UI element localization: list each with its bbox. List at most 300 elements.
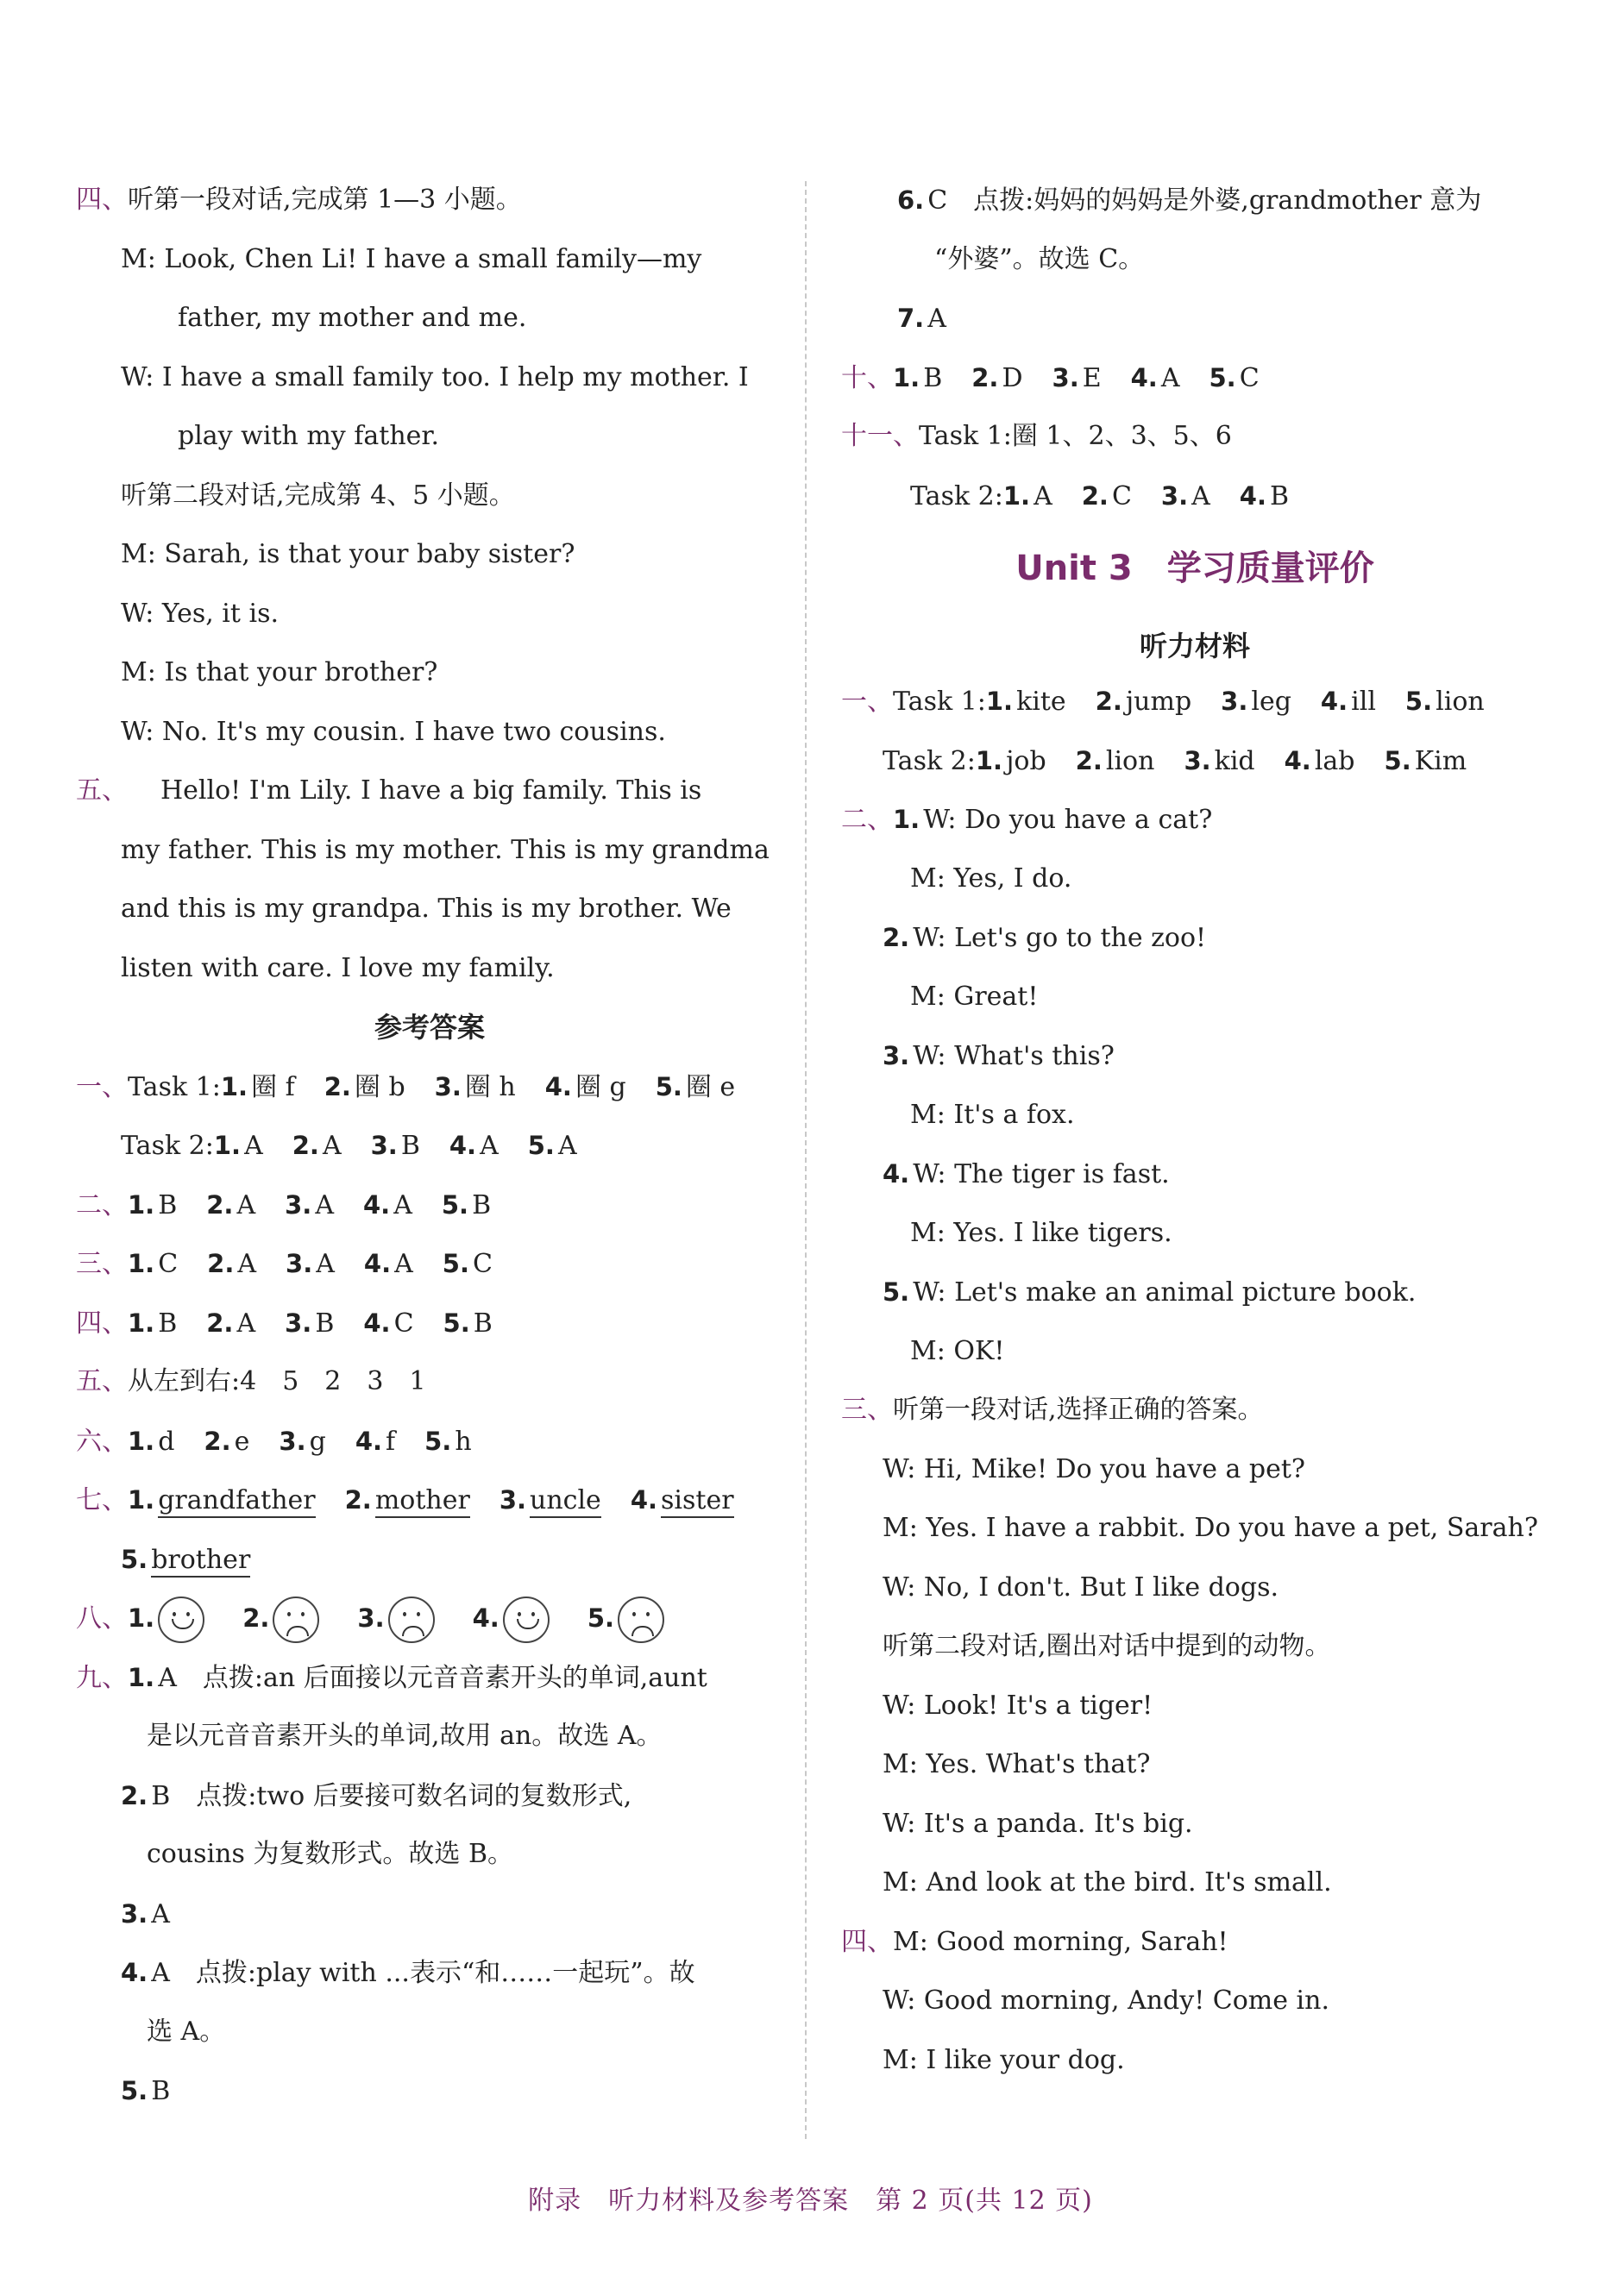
- item-number: 5.: [527, 1131, 555, 1160]
- answer-item: [631, 1471, 734, 1531]
- text-line: [841, 1617, 1549, 1677]
- answer-line: [841, 348, 1549, 408]
- answer-group: [128, 1485, 763, 1515]
- answer-item: [204, 1412, 249, 1472]
- text-line: [841, 1322, 1549, 1382]
- text-line: [841, 1913, 1549, 1973]
- item-number: 6.: [897, 185, 925, 215]
- item-answer: A: [393, 1189, 412, 1220]
- answer-line: [841, 672, 1549, 731]
- answer-group: [128, 1249, 522, 1279]
- item-number: 4.: [355, 1426, 383, 1456]
- speaker: W:: [121, 598, 154, 629]
- item-number: 5.: [121, 2076, 148, 2105]
- line-text: father, my mother and me.: [178, 303, 527, 333]
- answer-item: [128, 1471, 316, 1531]
- item-number: 4.: [1239, 480, 1266, 511]
- line-text: M: And look at the bird. It's small.: [883, 1867, 1332, 1898]
- column-divider: [805, 181, 807, 2139]
- answer-item: [128, 1176, 177, 1236]
- item-number: 4.: [544, 1071, 572, 1101]
- item-answer: B: [400, 1131, 420, 1161]
- line-text: Hello! I'm Lily. I have a big family. This is: [160, 775, 702, 806]
- item-number: 3.: [286, 1249, 313, 1278]
- section-label: 八、: [76, 1603, 128, 1634]
- explanation: 点拨:play with ...表示“和……一起玩”。故: [195, 1958, 695, 1988]
- item-answer: e: [234, 1426, 250, 1457]
- item-number: 1.: [220, 1071, 248, 1101]
- text-line: [841, 1086, 1549, 1145]
- section-label: 一、: [76, 1071, 128, 1102]
- item-answer: A: [1160, 362, 1180, 393]
- answer-line: [76, 1825, 783, 1885]
- text-line: [841, 1263, 1549, 1322]
- item-answer: A: [927, 304, 946, 334]
- item-answer: lion: [1105, 745, 1155, 776]
- item-answer: 圈 h: [464, 1071, 516, 1102]
- answer-group: [1003, 481, 1318, 511]
- explanation: 点拨:an 后面接以元音音素开头的单词,aunt: [202, 1662, 707, 1693]
- item-number: 1.: [1002, 480, 1031, 511]
- answer-item: [1003, 467, 1052, 527]
- item-answer: ill: [1351, 687, 1376, 717]
- item-number: 5.: [1404, 687, 1433, 716]
- item-number: 3.: [499, 1485, 527, 1515]
- listening-heading: 听力材料: [1139, 630, 1250, 662]
- answer-item: [442, 1176, 491, 1236]
- answer-item: [971, 348, 1022, 409]
- sad-face-icon: [273, 1597, 319, 1643]
- text-line: [841, 2031, 1549, 2091]
- answer-item: [371, 1116, 420, 1176]
- section-label: 三、: [76, 1249, 128, 1279]
- item-number: 1.: [128, 1662, 155, 1692]
- answer-item: [363, 1176, 412, 1236]
- item-number: 1.: [893, 805, 920, 834]
- item-answer: kite: [1016, 687, 1066, 717]
- answer-line: [841, 289, 1549, 348]
- item-number: 1.: [128, 1426, 155, 1456]
- item-answer: A: [322, 1131, 342, 1161]
- answer-line: [76, 1943, 783, 2003]
- item-answer: B: [473, 1308, 493, 1339]
- item-answer: C: [927, 185, 948, 216]
- section-label: 四、: [841, 1926, 893, 1957]
- item-answer: A: [315, 1189, 334, 1220]
- answer-line: [76, 1530, 783, 1590]
- speaker: M:: [121, 657, 156, 687]
- item-number: 1.: [128, 1249, 155, 1278]
- answer-group: [976, 746, 1496, 776]
- item-number: 5.: [121, 1544, 148, 1574]
- item-answer: B: [151, 1780, 171, 1811]
- answer-line: [76, 1352, 783, 1412]
- item-number: 4.: [121, 1958, 148, 1987]
- answer-item: [1209, 348, 1260, 409]
- item-number: 3.: [1221, 687, 1248, 716]
- line-text: W: Good morning, Andy! Come in.: [883, 1985, 1329, 2016]
- answer-item: [285, 1294, 334, 1354]
- speaker: M:: [121, 243, 156, 274]
- answer-group: [128, 1308, 522, 1339]
- text-line: [841, 908, 1549, 968]
- text-line: [841, 1440, 1549, 1500]
- answer-item: [1076, 731, 1155, 792]
- answer-line: [76, 1412, 783, 1471]
- answer-item: [1285, 731, 1355, 792]
- line-text: M: OK!: [910, 1335, 1005, 1366]
- text-line: [76, 467, 783, 526]
- item-answer: Kim: [1414, 745, 1467, 776]
- text-line: [841, 968, 1549, 1027]
- answer-item: [1240, 467, 1289, 527]
- answer-item: [292, 1116, 342, 1176]
- item-number: 3.: [370, 1131, 398, 1160]
- answer-line: [841, 731, 1549, 791]
- item-answer: A: [236, 1189, 256, 1220]
- answer-line: [76, 1648, 783, 1708]
- answer-item: [976, 731, 1046, 792]
- speaker: M:: [121, 539, 156, 569]
- item-number: 5.: [1209, 362, 1236, 392]
- line-text: I have a small family too. I help my mother. I: [161, 361, 749, 392]
- item-number: 2.: [206, 1189, 234, 1220]
- section-label: 十、: [841, 362, 893, 393]
- item-number: 4.: [363, 1249, 392, 1278]
- answer-item: [355, 1412, 395, 1472]
- item-answer: B: [158, 1189, 178, 1220]
- answer-line: [76, 1057, 783, 1117]
- answer-line: [76, 1116, 783, 1176]
- answer-group: [214, 1131, 606, 1161]
- item-answer: 圈 f: [251, 1071, 295, 1102]
- item-number: 3.: [285, 1308, 312, 1338]
- line-text: W: It's a panda. It's big.: [883, 1808, 1193, 1839]
- page-footer: 附录 听力材料及参考答案 第 2 页(共 12 页): [528, 2186, 1093, 2216]
- answer-item: [499, 1471, 601, 1531]
- task-label: Task 1:: [893, 687, 986, 717]
- explanation: cousins 为复数形式。故选 B。: [147, 1839, 514, 1869]
- item-number: 3.: [883, 1041, 910, 1070]
- answer-item: [128, 1412, 174, 1472]
- section-label: 九、: [76, 1662, 128, 1693]
- item-number: 5.: [655, 1071, 682, 1101]
- text-line: [76, 762, 783, 821]
- item-number: 3.: [357, 1603, 385, 1633]
- item-answer: lab: [1314, 745, 1355, 776]
- line-text: Yes, it is.: [161, 598, 280, 629]
- item-answer: A: [1034, 480, 1052, 511]
- item-number: 4.: [472, 1603, 499, 1633]
- item-answer: 圈 g: [575, 1071, 626, 1102]
- item-answer: uncle: [530, 1485, 601, 1518]
- item-answer: A: [151, 1898, 170, 1929]
- section-label: 五、: [76, 1366, 128, 1396]
- answer-item: [285, 1176, 334, 1236]
- answer-item: [206, 1294, 255, 1354]
- answer-item: [449, 1116, 499, 1176]
- item-number: 4.: [449, 1131, 477, 1160]
- smiley-face-icon: [503, 1597, 550, 1643]
- item-answer: A: [158, 1662, 177, 1693]
- answer-item: [1052, 348, 1102, 409]
- item-answer: C: [1239, 362, 1260, 393]
- item-number: 4.: [363, 1189, 391, 1220]
- answer-item: [986, 672, 1066, 732]
- item-number: 4.: [630, 1485, 658, 1515]
- item-number: 2.: [1081, 480, 1109, 511]
- item-number: 3.: [285, 1189, 312, 1220]
- face-answers: [128, 1603, 702, 1634]
- answer-group: [221, 1072, 764, 1102]
- answer-line: [76, 1294, 783, 1353]
- item-answer: mother: [375, 1485, 470, 1518]
- item-number: 2.: [1075, 745, 1103, 775]
- item-number: 5.: [443, 1308, 470, 1338]
- answer-item: [214, 1116, 263, 1176]
- item-answer: C: [1111, 480, 1132, 511]
- item-answer: C: [393, 1308, 414, 1339]
- item-number: 3.: [1184, 745, 1211, 775]
- text-line: [76, 407, 783, 467]
- line-text: M: Good morning, Sarah!: [893, 1926, 1228, 1957]
- text-line: [841, 1972, 1549, 2031]
- item-number: 2.: [344, 1485, 372, 1515]
- item-number: 1.: [128, 1603, 155, 1633]
- explanation: 点拨:two 后要接可数名词的复数形式,: [196, 1780, 632, 1811]
- text-line: [76, 289, 783, 348]
- section-label: 一、: [841, 687, 893, 717]
- answer-group: [893, 363, 1289, 393]
- task-label: Task 2:: [121, 1131, 214, 1161]
- text-line: [76, 525, 783, 585]
- answer-item: [893, 348, 942, 409]
- text-line: [841, 790, 1549, 850]
- answer-line: [76, 1766, 783, 1826]
- answer-line: [76, 1885, 783, 1944]
- task-label: Task 1:: [128, 1071, 221, 1102]
- text-line: [841, 1677, 1549, 1736]
- answer-item: [207, 1234, 256, 1295]
- section-label: 六、: [76, 1426, 128, 1457]
- answer-item: [443, 1234, 493, 1295]
- item-number: 4.: [1130, 362, 1158, 392]
- item-answer: A: [316, 1249, 335, 1279]
- line-text: M: Yes. I like tigers.: [910, 1217, 1172, 1248]
- sad-face-icon: [618, 1597, 664, 1643]
- text-line: [76, 585, 783, 644]
- item-answer: A: [151, 1958, 170, 1988]
- line-text: W: Do you have a cat?: [923, 805, 1213, 835]
- line-text: W: What's this?: [913, 1041, 1115, 1071]
- sad-face-icon: [388, 1597, 435, 1643]
- item-number: 1.: [128, 1485, 155, 1515]
- answer-line: [76, 1471, 783, 1530]
- answer-item: [1082, 467, 1132, 527]
- item-number: 3.: [1052, 362, 1079, 392]
- item-answer: B: [158, 1308, 178, 1339]
- item-answer: d: [158, 1426, 175, 1457]
- item-answer: A: [236, 1308, 256, 1339]
- item-answer: brother: [151, 1545, 250, 1578]
- section-label: 七、: [76, 1485, 128, 1515]
- answer-item: [545, 1057, 626, 1118]
- text-line: [841, 1854, 1549, 1913]
- answer-item: [528, 1116, 577, 1176]
- item-number: 1.: [985, 687, 1014, 716]
- line-text: W: The tiger is fast.: [913, 1159, 1170, 1189]
- line-text: play with my father.: [178, 421, 439, 451]
- item-answer: jump: [1125, 687, 1192, 717]
- line-text: M: I like your dog.: [883, 2044, 1125, 2075]
- answer-item: [345, 1471, 470, 1531]
- line-text: W: Let's go to the zoo!: [913, 923, 1207, 953]
- answer-line: [76, 2003, 783, 2062]
- answer-item: [1405, 672, 1485, 732]
- line-text: 从左到右:4 5 2 3 1: [128, 1366, 426, 1396]
- item-answer: kid: [1214, 745, 1255, 776]
- line-text: M: Yes, I do.: [910, 863, 1072, 894]
- item-number: 1.: [128, 1189, 155, 1220]
- text-line: [841, 1204, 1549, 1264]
- answer-item: [656, 1057, 736, 1118]
- line-text: listen with care. I love my family.: [121, 952, 555, 983]
- item-number: 4.: [1320, 687, 1348, 716]
- item-answer: B: [1270, 480, 1290, 511]
- item-answer: C: [158, 1249, 179, 1279]
- item-number: 2.: [1095, 687, 1122, 716]
- item-answer: job: [1006, 745, 1046, 776]
- answer-heading: 参考答案: [374, 1011, 485, 1044]
- answer-item: [206, 1176, 255, 1236]
- item-answer: A: [244, 1131, 263, 1161]
- item-answer: lion: [1436, 687, 1485, 717]
- text-line: [841, 1795, 1549, 1854]
- text-line: [841, 1499, 1549, 1559]
- item-number: 4.: [1284, 745, 1311, 775]
- item-number: 2.: [883, 923, 910, 952]
- item-answer: sister: [661, 1485, 734, 1518]
- item-answer: A: [1191, 480, 1210, 511]
- answer-line: [841, 467, 1549, 526]
- answer-line: [76, 1707, 783, 1766]
- task-label: Task 2:: [910, 480, 1003, 511]
- line-text: M: Yes. What's that?: [883, 1749, 1151, 1779]
- item-answer: C: [473, 1249, 493, 1279]
- answer-group: [986, 687, 1514, 717]
- item-number: 2.: [121, 1780, 148, 1810]
- section-label: 二、: [76, 1189, 128, 1220]
- line-text: W: Look! It's a tiger!: [883, 1690, 1153, 1721]
- section-label: 十一、: [841, 421, 919, 451]
- text-line: [841, 1559, 1549, 1618]
- item-answer: A: [557, 1131, 577, 1161]
- item-number: 2.: [324, 1071, 351, 1101]
- item-number: 7.: [897, 304, 925, 333]
- line-text: M: Great!: [910, 981, 1039, 1012]
- line-text: my father. This is my mother. This is my grandma: [121, 834, 770, 865]
- item-number: 5.: [883, 1277, 910, 1307]
- explanation: 是以元音音素开头的单词,故用 an。故选 A。: [147, 1721, 663, 1751]
- item-number: 2.: [207, 1249, 235, 1278]
- answer-item: [128, 1234, 178, 1295]
- answer-item: [324, 1057, 405, 1118]
- answer-item: [435, 1057, 516, 1118]
- answer-line: [76, 2061, 783, 2121]
- unit-title: Unit 3 学习质量评价: [1015, 549, 1374, 588]
- line-text: W: Let's make an animal picture book.: [913, 1277, 1417, 1308]
- item-number: 2.: [206, 1308, 234, 1338]
- line-text: M: It's a fox.: [910, 1099, 1075, 1130]
- section-label: 四、: [76, 1308, 128, 1339]
- item-answer: g: [309, 1426, 326, 1457]
- text-line: [76, 643, 783, 703]
- item-number: 3.: [279, 1426, 306, 1456]
- item-number: 3.: [1160, 480, 1189, 511]
- answer-item: [1131, 348, 1180, 409]
- explanation: 点拨:妈妈的妈妈是外婆,grandmother 意为: [973, 185, 1482, 216]
- right-column: [841, 171, 1549, 2090]
- answer-line: [76, 1176, 783, 1235]
- item-number: 5.: [442, 1249, 469, 1278]
- answer-group: [128, 1190, 520, 1220]
- explanation: “外婆”。故选 C。: [934, 243, 1145, 274]
- item-answer: A: [480, 1131, 499, 1161]
- item-number: 2.: [971, 362, 999, 392]
- answer-line: [76, 1589, 783, 1648]
- item-number: 4.: [883, 1159, 910, 1189]
- left-column: [76, 171, 783, 2121]
- line-text: 听第一段对话,选择正确的答案。: [893, 1395, 1264, 1425]
- answer-item: [286, 1234, 335, 1295]
- item-number: 5.: [441, 1189, 469, 1220]
- text-line: [841, 1026, 1549, 1086]
- line-text: W: Hi, Mike! Do you have a pet?: [883, 1453, 1306, 1484]
- item-answer: f: [386, 1426, 396, 1457]
- item-answer: B: [315, 1308, 335, 1339]
- item-answer: B: [923, 362, 943, 393]
- item-answer: B: [151, 2076, 171, 2106]
- item-answer: h: [455, 1426, 472, 1457]
- answer-line: [841, 171, 1549, 230]
- answer-item: [121, 1530, 250, 1590]
- answer-item: [1096, 672, 1191, 732]
- text-line: [76, 939, 783, 999]
- text-line: [76, 880, 783, 939]
- text-line: [841, 1381, 1549, 1440]
- text-line: [76, 821, 783, 881]
- answer-item: [1221, 672, 1291, 732]
- smiley-face-icon: [158, 1597, 204, 1643]
- answer-item: [443, 1294, 493, 1354]
- answer-line: [841, 230, 1549, 290]
- text-line: [841, 850, 1549, 909]
- item-answer: 圈 e: [685, 1071, 736, 1102]
- section-label: 三、: [841, 1395, 893, 1425]
- line-text: Is that your brother?: [164, 657, 438, 687]
- answer-item: [363, 1294, 413, 1354]
- item-number: 5.: [1384, 745, 1411, 775]
- line-text: No. It's my cousin. I have two cousins.: [161, 716, 666, 747]
- line-text: Task 1:圈 1、2、3、5、6: [919, 421, 1232, 451]
- task-label: Task 2:: [883, 745, 976, 776]
- line-text: 听第二段对话,完成第 4、5 小题。: [121, 480, 515, 511]
- speaker: W:: [121, 361, 154, 392]
- answer-item: [128, 1294, 177, 1354]
- item-answer: leg: [1251, 687, 1291, 717]
- section-label: 五、: [76, 775, 128, 806]
- answer-item: [364, 1234, 413, 1295]
